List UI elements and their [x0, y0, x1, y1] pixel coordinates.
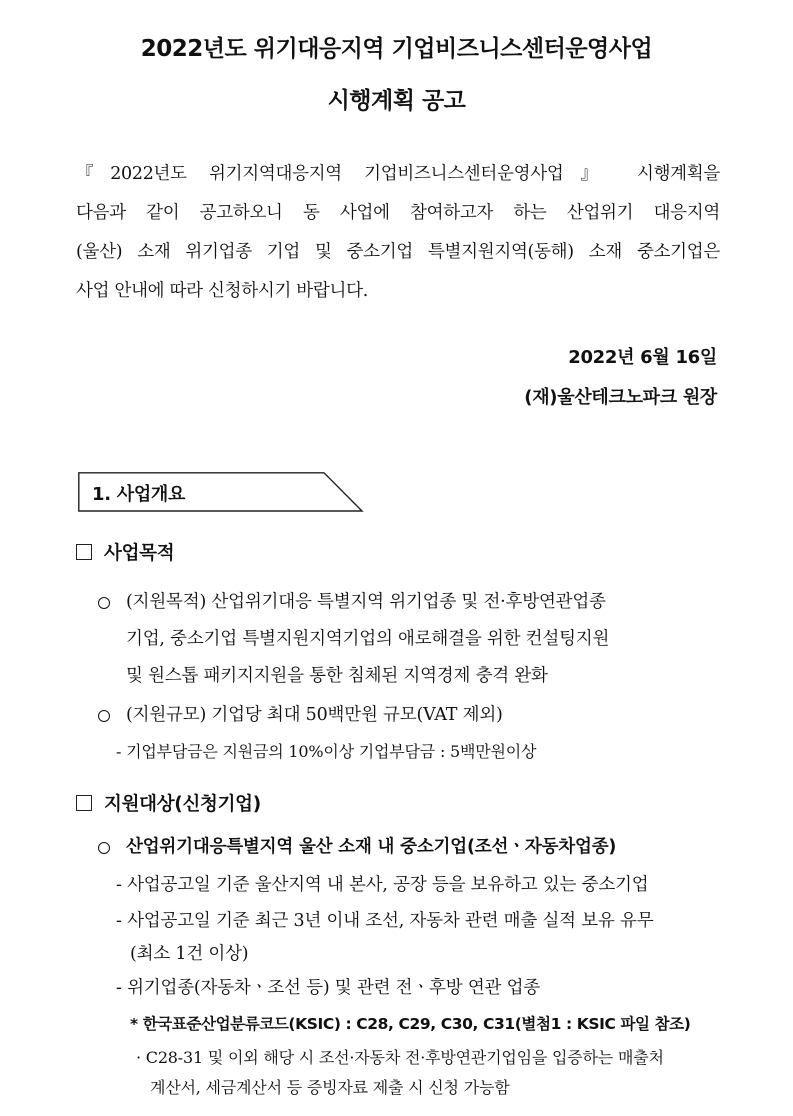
heading-purpose-text: 사업목적	[104, 543, 175, 564]
purpose-item1-line3: 및 원스톱 패키지지원을 통한 침체된 지역경제 충격 완화	[126, 666, 548, 686]
purpose-subline: - 기업부담금은 지원금의 10%이상 기업부담금 : 5백만원이상	[116, 742, 537, 761]
intro-line-4: 사업 안내에 따라 신청하시기 바랍니다.	[76, 281, 368, 301]
section-label: 1. 사업개요	[92, 484, 186, 505]
intro-line-2: 다음과 같이 공고하오니 동 사업에 참여하고자 하는 산업위기 대응지역	[76, 203, 720, 223]
circle-bullet-icon	[98, 597, 110, 609]
intro-line-1: 『2022년도 위기지역대응지역 기업비즈니스센터운영사업』 시행계획을	[76, 164, 720, 184]
target-detail-line2: 계산서, 세금계산서 등 증빙자료 제출 시 신청 가능함	[150, 1078, 510, 1097]
square-bullet-icon	[76, 544, 92, 560]
target-subline-2-cont: (최소 1건 이상)	[130, 944, 249, 964]
announcement-date: 2022년 6월 16일	[568, 347, 717, 368]
target-subline-2: - 사업공고일 기준 최근 3년 이내 조선, 자동차 관련 매출 실적 보유 유무	[116, 911, 654, 931]
heading-target-text: 지원대상(신청기업)	[104, 794, 261, 815]
ksic-note: * 한국표준산업분류코드(KSIC) : C28, C29, C30, C31(별첨1 : KSIC 파일 참조)	[130, 1015, 691, 1033]
section-header-overview	[78, 472, 364, 512]
document-title-line1: 2022년도 위기대응지역 기업비즈니스센터운영사업	[140, 36, 653, 62]
target-item: 산업위기대응특별지역 울산 소재 내 중소기업(조선ㆍ자동차업종)	[126, 837, 617, 857]
purpose-item1-line1: (지원목적) 산업위기대응 특별지역 위기업종 및 전·후방연관업종	[126, 592, 606, 612]
intro-line-3: (울산) 소재 위기업종 기업 및 중소기업 특별지원지역(동해) 소재 중소기업은	[76, 242, 720, 262]
target-subline-3: - 위기업종(자동차ㆍ조선 등) 및 관련 전ㆍ후방 연관 업종	[116, 978, 541, 998]
circle-bullet-icon	[98, 842, 110, 854]
circle-bullet-icon	[98, 710, 110, 722]
target-subline-1: - 사업공고일 기준 울산지역 내 본사, 공장 등을 보유하고 있는 중소기업	[116, 875, 649, 895]
target-detail-line1: · C28-31 및 이외 해당 시 조선·자동차 전·후방연관기업임을 입증하는 매출처	[136, 1048, 664, 1067]
purpose-item1-line2: 기업, 중소기업 특별지원지역기업의 애로해결을 위한 컨설팅지원	[126, 629, 610, 649]
purpose-item2-line1: (지원규모) 기업당 최대 50백만원 규모(VAT 제외)	[126, 705, 503, 725]
issuer: (재)울산테크노파크 원장	[524, 387, 717, 408]
document-title-line2: 시행계획 공고	[327, 88, 466, 114]
square-bullet-icon	[76, 795, 92, 811]
